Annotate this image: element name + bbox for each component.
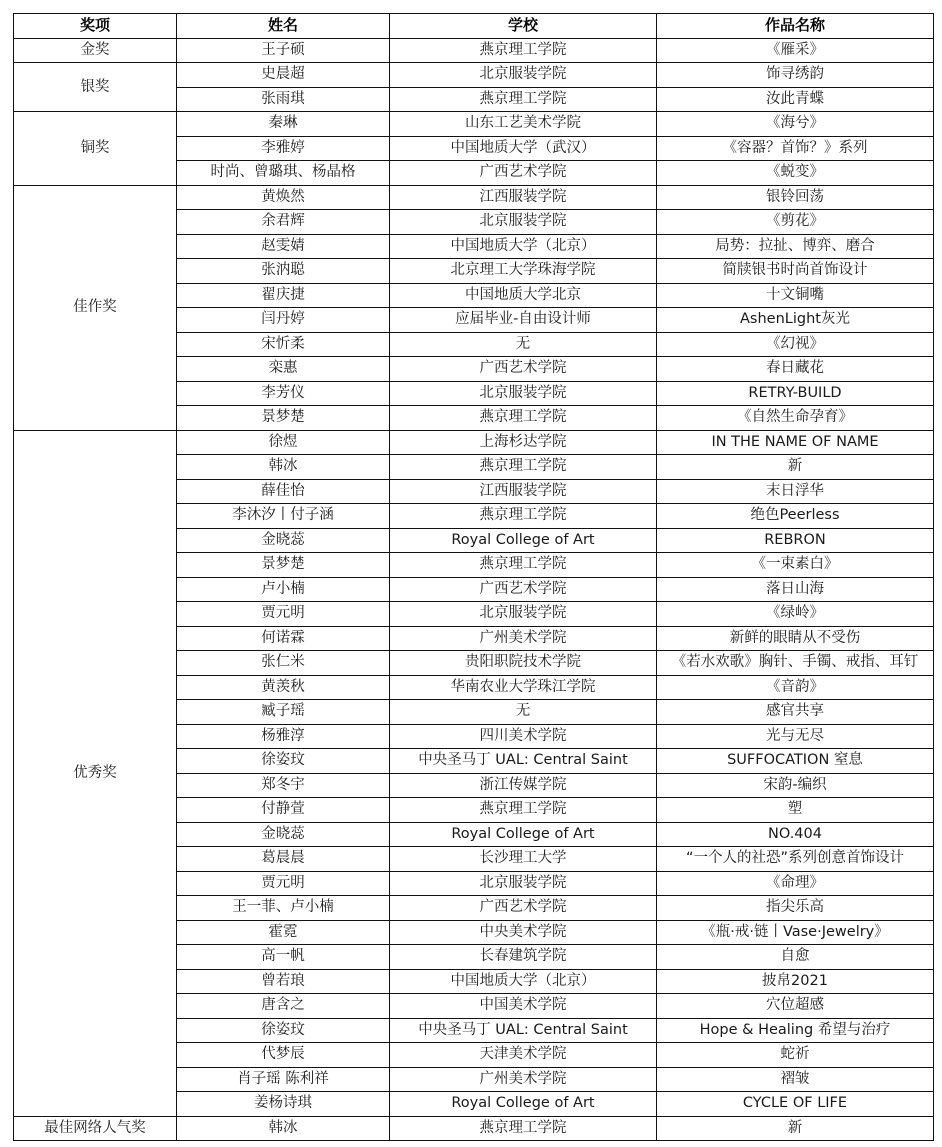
work-title-cell: 自愈: [657, 945, 934, 970]
work-title-cell: 绝色Peerless: [657, 504, 934, 529]
name-cell: 史晨超: [177, 63, 390, 88]
name-cell: 宋忻柔: [177, 332, 390, 357]
work-title-cell: 《绿岭》: [657, 602, 934, 627]
work-title-cell: 《剪花》: [657, 210, 934, 235]
table-row: [14, 38, 934, 63]
name-cell: 时尚、曾璐琪、杨晶格: [177, 161, 390, 186]
name-cell: 薛佳怡: [177, 479, 390, 504]
work-title-cell: 春日藏花: [657, 357, 934, 382]
name-cell: 金晓蕊: [177, 822, 390, 847]
name-cell: 韩冰: [177, 1116, 390, 1141]
school-cell: 广州美术学院: [390, 626, 657, 651]
name-cell: 李芳仪: [177, 381, 390, 406]
name-cell: 李沐汐丨付子涵: [177, 504, 390, 529]
work-title-cell: 新: [657, 1116, 934, 1141]
work-title-cell: NO.404: [657, 822, 934, 847]
work-title-cell: CYCLE OF LIFE: [657, 1092, 934, 1117]
name-cell: 贾元明: [177, 602, 390, 627]
award-cell: 优秀奖: [14, 430, 177, 1116]
school-cell: 中国地质大学（北京）: [390, 234, 657, 259]
table-row: [14, 63, 934, 88]
work-title-cell: “一个人的社恐”系列创意首饰设计: [657, 847, 934, 872]
school-cell: 北京理工大学珠海学院: [390, 259, 657, 284]
awards-table: [13, 13, 934, 1141]
school-cell: 山东工艺美术学院: [390, 112, 657, 137]
work-title-cell: REBRON: [657, 528, 934, 553]
name-cell: 栾惠: [177, 357, 390, 382]
work-title-cell: 十文铜嘴: [657, 283, 934, 308]
work-title-cell: 《幻视》: [657, 332, 934, 357]
school-cell: 北京服装学院: [390, 381, 657, 406]
work-title-cell: 简牍银书时尚首饰设计: [657, 259, 934, 284]
name-cell: 张雨琪: [177, 87, 390, 112]
award-cell: 佳作奖: [14, 185, 177, 430]
work-title-cell: 披帛2021: [657, 969, 934, 994]
school-cell: 燕京理工学院: [390, 553, 657, 578]
school-cell: Royal College of Art: [390, 528, 657, 553]
work-title-cell: 蛇祈: [657, 1043, 934, 1068]
school-cell: 北京服装学院: [390, 210, 657, 235]
school-cell: 中国地质大学北京: [390, 283, 657, 308]
name-cell: 李雅婷: [177, 136, 390, 161]
name-cell: 肖子瑶 陈利祥: [177, 1067, 390, 1092]
name-cell: 高一帆: [177, 945, 390, 970]
work-title-cell: IN THE NAME OF NAME: [657, 430, 934, 455]
work-title-cell: 局势：拉扯、博弈、磨合: [657, 234, 934, 259]
award-cell: 金奖: [14, 38, 177, 63]
school-cell: 广西艺术学院: [390, 577, 657, 602]
school-cell: 华南农业大学珠江学院: [390, 675, 657, 700]
name-cell: 秦琳: [177, 112, 390, 137]
table-row: [14, 185, 934, 210]
school-cell: 中央圣马丁 UAL: Central Saint: [390, 1018, 657, 1043]
name-cell: 徐姿玟: [177, 749, 390, 774]
work-title-cell: 末日浮华: [657, 479, 934, 504]
work-title-cell: 《瓶·戒·链丨Vase·Jewelry》: [657, 920, 934, 945]
school-cell: 浙江传媒学院: [390, 773, 657, 798]
school-cell: 北京服装学院: [390, 63, 657, 88]
table-row: [14, 112, 934, 137]
work-title-cell: 《若水欢歌》胸针、手镯、戒指、耳钉: [657, 651, 934, 676]
name-cell: 徐姿玟: [177, 1018, 390, 1043]
name-cell: 姜杨诗琪: [177, 1092, 390, 1117]
work-title-cell: 感官共享: [657, 700, 934, 725]
school-cell: 长春建筑学院: [390, 945, 657, 970]
school-cell: 北京服装学院: [390, 602, 657, 627]
table-row: [14, 1116, 934, 1141]
school-cell: 燕京理工学院: [390, 38, 657, 63]
header-school: 学校: [390, 14, 657, 39]
school-cell: 无: [390, 332, 657, 357]
school-cell: 燕京理工学院: [390, 406, 657, 431]
work-title-cell: 新鲜的眼睛从不受伤: [657, 626, 934, 651]
name-cell: 王子硕: [177, 38, 390, 63]
school-cell: 中央美术学院: [390, 920, 657, 945]
name-cell: 景梦楚: [177, 406, 390, 431]
school-cell: 燕京理工学院: [390, 1116, 657, 1141]
header-name: 姓名: [177, 14, 390, 39]
name-cell: 唐含之: [177, 994, 390, 1019]
header-award: 奖项: [14, 14, 177, 39]
name-cell: 郑冬宇: [177, 773, 390, 798]
school-cell: Royal College of Art: [390, 1092, 657, 1117]
name-cell: 葛晨晨: [177, 847, 390, 872]
work-title-cell: 饰寻绣韵: [657, 63, 934, 88]
award-cell: 铜奖: [14, 112, 177, 186]
work-title-cell: RETRY-BUILD: [657, 381, 934, 406]
work-title-cell: 新: [657, 455, 934, 480]
award-cell: 银奖: [14, 63, 177, 112]
work-title-cell: 褶皱: [657, 1067, 934, 1092]
name-cell: 黄羡秋: [177, 675, 390, 700]
name-cell: 臧子瑶: [177, 700, 390, 725]
name-cell: 张汭聪: [177, 259, 390, 284]
header-row: [14, 14, 934, 39]
school-cell: 天津美术学院: [390, 1043, 657, 1068]
work-title-cell: 指尖乐高: [657, 896, 934, 921]
school-cell: 中国地质大学（北京）: [390, 969, 657, 994]
name-cell: 韩冰: [177, 455, 390, 480]
work-title-cell: 银铃回荡: [657, 185, 934, 210]
school-cell: 燕京理工学院: [390, 455, 657, 480]
work-title-cell: 《雁采》: [657, 38, 934, 63]
award-cell: 最佳网络人气奖: [14, 1116, 177, 1141]
work-title-cell: 《自然生命孕育》: [657, 406, 934, 431]
header-work-title: 作品名称: [657, 14, 934, 39]
school-cell: 广西艺术学院: [390, 896, 657, 921]
name-cell: 赵雯婧: [177, 234, 390, 259]
school-cell: 中国地质大学（武汉）: [390, 136, 657, 161]
name-cell: 金晓蕊: [177, 528, 390, 553]
name-cell: 翟庆捷: [177, 283, 390, 308]
work-title-cell: 汝此青蝶: [657, 87, 934, 112]
work-title-cell: 落日山海: [657, 577, 934, 602]
school-cell: 无: [390, 700, 657, 725]
name-cell: 杨雅淳: [177, 724, 390, 749]
work-title-cell: 《一束素白》: [657, 553, 934, 578]
work-title-cell: 宋韵-编织: [657, 773, 934, 798]
school-cell: 长沙理工大学: [390, 847, 657, 872]
school-cell: 应届毕业-自由设计师: [390, 308, 657, 333]
name-cell: 霍霓: [177, 920, 390, 945]
name-cell: 贾元明: [177, 871, 390, 896]
name-cell: 徐煜: [177, 430, 390, 455]
school-cell: 北京服装学院: [390, 871, 657, 896]
work-title-cell: AshenLight灰光: [657, 308, 934, 333]
name-cell: 何诺霖: [177, 626, 390, 651]
work-title-cell: 穴位超感: [657, 994, 934, 1019]
school-cell: 燕京理工学院: [390, 87, 657, 112]
school-cell: 燕京理工学院: [390, 798, 657, 823]
school-cell: 燕京理工学院: [390, 504, 657, 529]
school-cell: 江西服装学院: [390, 185, 657, 210]
name-cell: 余君辉: [177, 210, 390, 235]
school-cell: 四川美术学院: [390, 724, 657, 749]
work-title-cell: 光与无尽: [657, 724, 934, 749]
school-cell: 贵阳职院技术学院: [390, 651, 657, 676]
school-cell: 中央圣马丁 UAL: Central Saint: [390, 749, 657, 774]
work-title-cell: Hope & Healing 希望与治疗: [657, 1018, 934, 1043]
work-title-cell: 塑: [657, 798, 934, 823]
name-cell: 张仁米: [177, 651, 390, 676]
school-cell: Royal College of Art: [390, 822, 657, 847]
school-cell: 上海杉达学院: [390, 430, 657, 455]
name-cell: 卢小楠: [177, 577, 390, 602]
work-title-cell: SUFFOCATION 窒息: [657, 749, 934, 774]
name-cell: 王一菲、卢小楠: [177, 896, 390, 921]
name-cell: 付静萱: [177, 798, 390, 823]
work-title-cell: 《蜕变》: [657, 161, 934, 186]
work-title-cell: 《音韵》: [657, 675, 934, 700]
school-cell: 广州美术学院: [390, 1067, 657, 1092]
table-row: [14, 430, 934, 455]
work-title-cell: 《海兮》: [657, 112, 934, 137]
name-cell: 景梦楚: [177, 553, 390, 578]
table-body: [14, 38, 934, 1141]
work-title-cell: 《容器？首饰？》系列: [657, 136, 934, 161]
school-cell: 江西服装学院: [390, 479, 657, 504]
school-cell: 广西艺术学院: [390, 357, 657, 382]
name-cell: 代梦辰: [177, 1043, 390, 1068]
name-cell: 曾若琅: [177, 969, 390, 994]
work-title-cell: 《命理》: [657, 871, 934, 896]
school-cell: 广西艺术学院: [390, 161, 657, 186]
name-cell: 黄焕然: [177, 185, 390, 210]
name-cell: 闫丹婷: [177, 308, 390, 333]
school-cell: 中国美术学院: [390, 994, 657, 1019]
